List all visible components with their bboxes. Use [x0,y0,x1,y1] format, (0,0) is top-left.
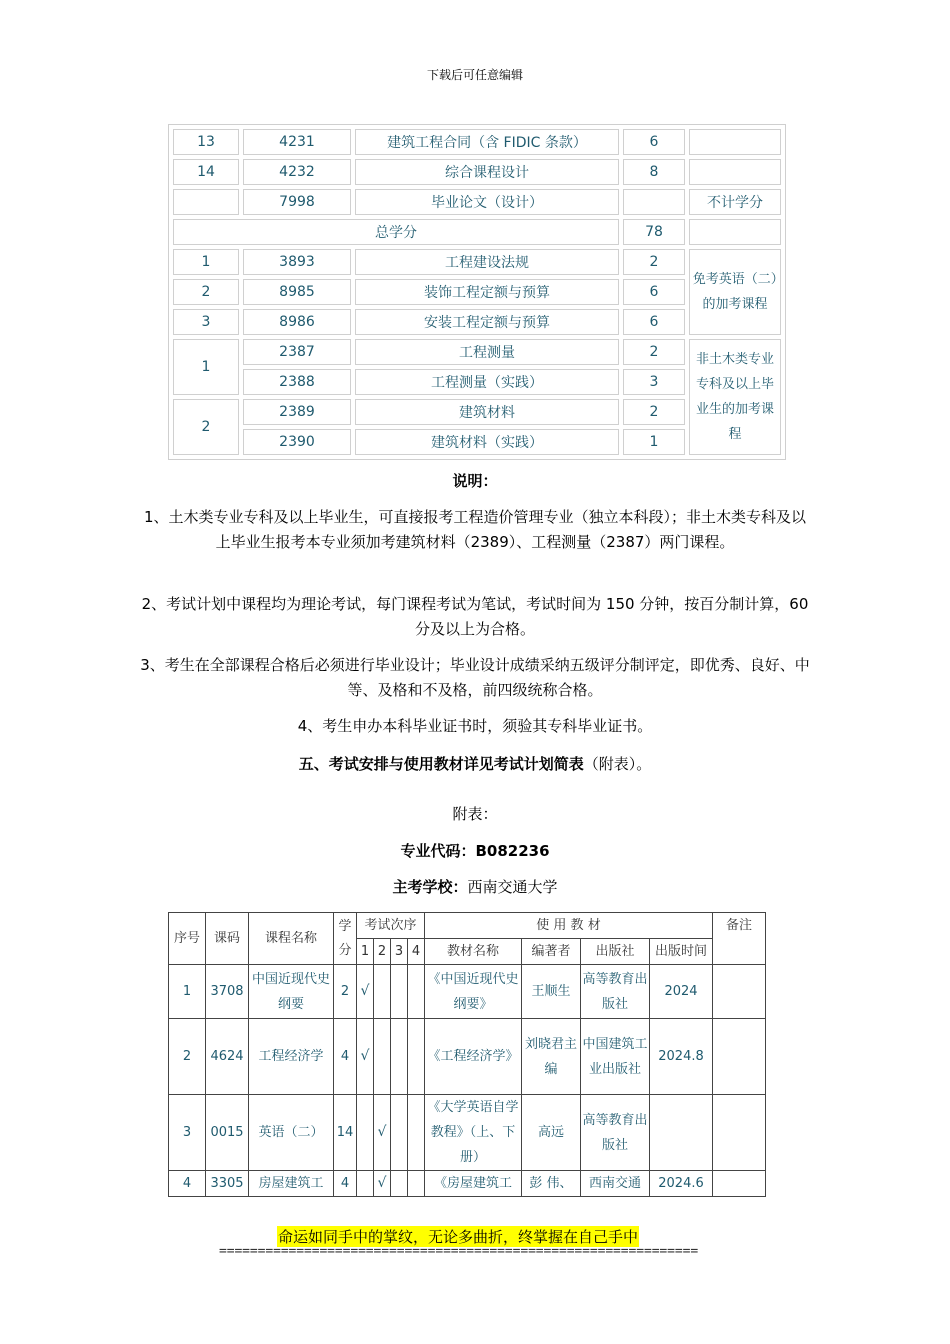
cell-order-4 [408,1171,425,1197]
cell-credits: 6 [623,279,685,305]
cell-no: 2 [173,399,239,455]
cell-order-1 [357,1095,374,1171]
cell-order-4 [408,965,425,1019]
cell-remark [713,1019,766,1095]
explain-title: 说明： [452,472,498,490]
major-code-label: 专业代码： [400,842,476,860]
cell-publisher: 中国建筑工业出版社 [581,1019,650,1095]
cell-no: 1 [169,965,206,1019]
explain-item-5-bold: 五、考试安排与使用教材详见考试计划简表 [298,755,584,773]
cell-no: 3 [169,1095,206,1171]
table-row [169,1171,766,1197]
course-table [168,124,786,460]
cell-no: 1 [173,249,239,275]
exam-school-value: 西南交通大学 [467,878,558,896]
explain-item-3: 3、考生在全部课程合格后必须进行毕业设计；毕业设计成绩采纳五级评分制评定，即优秀、良好、中等、及格和不及格，前四级统称合格。 [140,656,810,699]
cell-name: 工程测量（实践） [355,369,619,395]
explain-item-2: 2、考试计划中课程均为理论考试，每门课程考试为笔试，考试时间为 150 分钟，按百分制计算，60 分及以上为合格。 [141,595,809,638]
cell-code: 8986 [243,309,351,335]
cell-credits: 2 [334,965,357,1019]
cell-code: 2389 [243,399,351,425]
header-textbook-name: 教材名称 [425,939,522,965]
header-code: 课码 [206,913,249,965]
cell-no: 1 [173,339,239,395]
cell-order-3 [391,1171,408,1197]
cell-name: 中国近现代史纲要 [249,965,334,1019]
cell-author: 王顺生 [522,965,581,1019]
cell-code: 2390 [243,429,351,455]
cell-credits: 14 [334,1095,357,1171]
cell-order-2: √ [374,1095,391,1171]
cell-order-3 [391,1095,408,1171]
cell-name: 英语（二） [249,1095,334,1171]
cell-code: 7998 [243,189,351,215]
cell-no: 2 [173,279,239,305]
exam-school-label: 主考学校： [392,878,468,896]
cell-publisher: 高等教育出版社 [581,965,650,1019]
cell-name: 建筑工程合同（含 FIDIC 条款） [355,129,619,155]
cell-name: 工程建设法规 [355,249,619,275]
cell-name: 建筑材料（实践） [355,429,619,455]
cell-pub-date [650,1095,713,1171]
cell-credits: 4 [334,1171,357,1197]
cell-credits [623,189,685,215]
appendix-label: 附表： [452,805,498,823]
cell-no: 13 [173,129,239,155]
cell-order-2 [374,965,391,1019]
header-credits: 学分 [334,913,357,965]
motto-highlight: 命运如同手中的掌纹，无论多曲折，终掌握在自己手中 [278,1228,639,1246]
cell-code: 4624 [206,1019,249,1095]
header-row [169,913,766,939]
separator-line: ============================================================== [219,1244,699,1259]
cell-code: 4232 [243,159,351,185]
cell-pub-date: 2024.6 [650,1171,713,1197]
explain-item-5 [0,753,950,774]
cell-code: 3305 [206,1171,249,1197]
cell-credits: 1 [623,429,685,455]
cell-name: 综合课程设计 [355,159,619,185]
header-author: 编著者 [522,939,581,965]
page-header: 下载后可任意编辑 [426,68,523,82]
table-row [169,1019,766,1095]
cell-order-4 [408,1019,425,1095]
cell-name: 工程测量 [355,339,619,365]
cell-no: 3 [173,309,239,335]
cell-code: 4231 [243,129,351,155]
cell-pub-date: 2024 [650,965,713,1019]
cell-no: 14 [173,159,239,185]
note-english-exempt: 免考英语（二）的加考课程 [689,249,781,335]
header-remarks: 备注 [713,913,766,965]
cell-credits: 2 [623,399,685,425]
cell-code: 0015 [206,1095,249,1171]
table-row [173,249,781,275]
cell-pub-date: 2024.8 [650,1019,713,1095]
cell-textbook: 《工程经济学》 [425,1019,522,1095]
table-row [169,965,766,1019]
cell-author: 彭 伟、 [522,1171,581,1197]
total-row [173,219,781,245]
header-order-2: 2 [374,939,391,965]
cell-code: 3893 [243,249,351,275]
cell-name: 安装工程定额与预算 [355,309,619,335]
cell-credits: 8 [623,159,685,185]
cell-remark [713,1171,766,1197]
cell-note [689,219,781,245]
major-code-value: B082236 [475,842,550,860]
total-value: 78 [623,219,685,245]
cell-textbook: 《房屋建筑工 [425,1171,522,1197]
cell-name: 建筑材料 [355,399,619,425]
note-non-civil: 非土木类专业专科及以上毕业生的加考课程 [689,339,781,455]
cell-order-1 [357,1171,374,1197]
cell-code: 3708 [206,965,249,1019]
cell-code: 8985 [243,279,351,305]
cell-credits: 6 [623,309,685,335]
cell-order-3 [391,1019,408,1095]
cell-order-4 [408,1095,425,1171]
cell-publisher: 高等教育出版社 [581,1095,650,1171]
header-pub-date: 出版时间 [650,939,713,965]
cell-no [173,189,239,215]
table-row [173,159,781,185]
table-row [173,189,781,215]
cell-code: 2388 [243,369,351,395]
cell-textbook: 《中国近现代史纲要》 [425,965,522,1019]
cell-order-2: √ [374,1171,391,1197]
cell-credits: 6 [623,129,685,155]
cell-order-1: √ [357,965,374,1019]
cell-name: 工程经济学 [249,1019,334,1095]
header-order-4: 4 [408,939,425,965]
cell-name: 毕业论文（设计） [355,189,619,215]
header-order-1: 1 [357,939,374,965]
cell-note [689,159,781,185]
header-textbook: 使 用 教 材 [425,913,713,939]
cell-name: 装饰工程定额与预算 [355,279,619,305]
explain-item-1: 1、土木类专业专科及以上毕业生，可直接报考工程造价管理专业（独立本科段）；非土木类专科及以上毕业生报考本专业须加考建筑材料（2389）、工程测量（2387）两门课程。 [143,508,807,551]
cell-credits: 2 [623,249,685,275]
header-exam-order: 考试次序 [357,913,425,939]
major-code [0,840,950,861]
cell-textbook: 《大学英语自学教程》（上、下册） [425,1095,522,1171]
header-order-3: 3 [391,939,408,965]
cell-publisher: 西南交通 [581,1171,650,1197]
cell-order-1: √ [357,1019,374,1095]
cell-name: 房屋建筑工 [249,1171,334,1197]
cell-code: 2387 [243,339,351,365]
cell-credits: 3 [623,369,685,395]
cell-order-3 [391,965,408,1019]
header-no: 序号 [169,913,206,965]
cell-remark [713,1095,766,1171]
table-row [173,339,781,365]
cell-order-2 [374,1019,391,1095]
cell-credits: 4 [334,1019,357,1095]
table-row [169,1095,766,1171]
cell-credits: 2 [623,339,685,365]
cell-remark [713,965,766,1019]
cell-note [689,129,781,155]
cell-author: 刘晓君主编 [522,1019,581,1095]
cell-no: 4 [169,1171,206,1197]
cell-note: 不计学分 [689,189,781,215]
schedule-table [168,912,766,1197]
header-name: 课程名称 [249,913,334,965]
table-row [173,129,781,155]
explain-item-5-rest: （附表）。 [583,755,652,773]
header-publisher: 出版社 [581,939,650,965]
cell-author: 高远 [522,1095,581,1171]
exam-school [0,876,950,897]
total-label: 总学分 [173,219,619,245]
explain-item-4: 4、考生申办本科毕业证书时，须验其专科毕业证书。 [297,717,653,735]
cell-no: 2 [169,1019,206,1095]
